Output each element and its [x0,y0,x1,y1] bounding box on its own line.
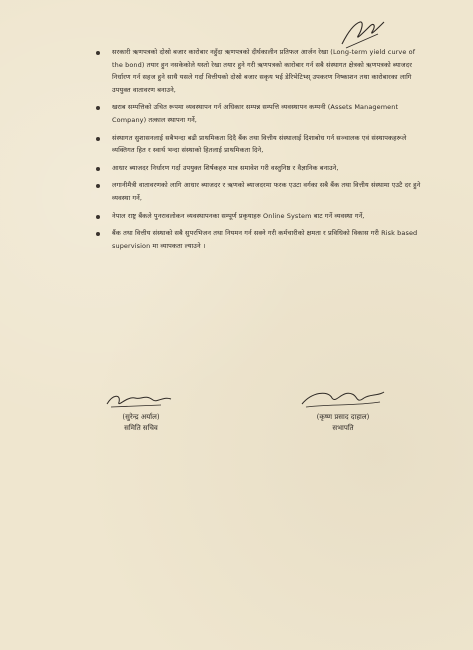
bullet-icon [96,167,100,171]
bullet-icon [96,232,100,236]
bullet-icon [96,137,100,141]
item-text: बैंक तथा वित्तीय संस्थाको सबै सुपरभिजन तथा नियमन गर्न सक्ने गरी कर्मचारीको क्षमता र प्रविधिको विकास गरी Risk based supervision मा व्यापकता ल्याउने । [112,229,418,250]
list-item [94,46,426,96]
item-text: सरकारी ऋणपत्रको दोस्रो बजार कारोबार नहुँदा ऋणपत्रको दीर्घकालीन प्रतिफल आर्जन रेखा (Long-term yield curve of the bond) तयार हुन नसकेकोले यस्तो रेखा तयार हुने गरी ऋणपत्रको कारोबार गर्न सबै संस्थागत क्षेत्रको ऋणपत्रको ब्याजदर निर्धारण गर्न सहज हुने साथै यसले गर्दा वित्तीयको दोस्रो बजार सकृय भई डेरिभेटिभ्स् उपकरण निष्काशन तथा कारोबारका लागि उपयुक्त वातावरण बनाउने, [112,48,416,94]
item-text: लगानीमैत्री वातावरणको लागि आधार ब्याजदर र ऋणको ब्याजदरमा फरक एउटा वर्गका सबै बैंक तथा वित्तीय संस्थामा एउटै दर हुने व्यवस्था गर्ने, [112,181,421,202]
signatory-name: (कृष्ण प्रसाद दाहाल) [316,413,370,421]
signatory-name: (सुरेन्द्र अर्याल) [122,413,160,421]
item-text: संस्थागत सुशासनलाई सबैभन्दा बढी प्राथमिकता दिदै बैंक तथा वित्तीय संस्थालाई दिशाबोध गर्न सञ्चालक एवं संस्थापकहरूले व्यक्तिगत हित र स्वार्थ भन्दा संस्थाको हितलाई प्राथमिकता दिने, [112,133,407,155]
item-text: खराब सम्पत्तिको उचित रूपमा व्यवस्थापन गर्न अधिकार सम्पन्न सम्पत्ति व्यवस्थापन कम्पनी (Assets Management Company) तत्काल स्थापना गर्ने, [112,103,399,124]
list-item [94,210,426,223]
signatory-chair [288,388,398,434]
list-item [94,101,426,126]
signature-left [101,390,181,410]
signatory-secretary [86,390,196,434]
bullet-icon [96,215,100,219]
bullet-icon [96,106,100,110]
item-text: नेपाल राष्ट्र बैंकले पुनरावलोकन व्यवस्थापनका सम्पूर्ण प्रकृयाहरु Online System बाट गर्ने व्यवस्था गर्ने, [112,211,365,220]
list-item [94,179,426,204]
bullet-icon [96,184,100,188]
signature-right [298,388,388,410]
bullet-icon [96,51,100,55]
signatory-title: सभापति [332,424,354,432]
recommendation-list [94,46,426,257]
list-item [94,227,426,252]
list-item [94,132,426,157]
list-item [94,162,426,175]
signatory-title: समिति सचिव [124,424,158,432]
item-text: आधार ब्याजदर निर्धारण गर्दा उपयुक्त शिर्षकहरु मात्र समावेश गरी वस्तुनिष्ठ र वैज्ञानिक बनाउने, [112,163,339,172]
